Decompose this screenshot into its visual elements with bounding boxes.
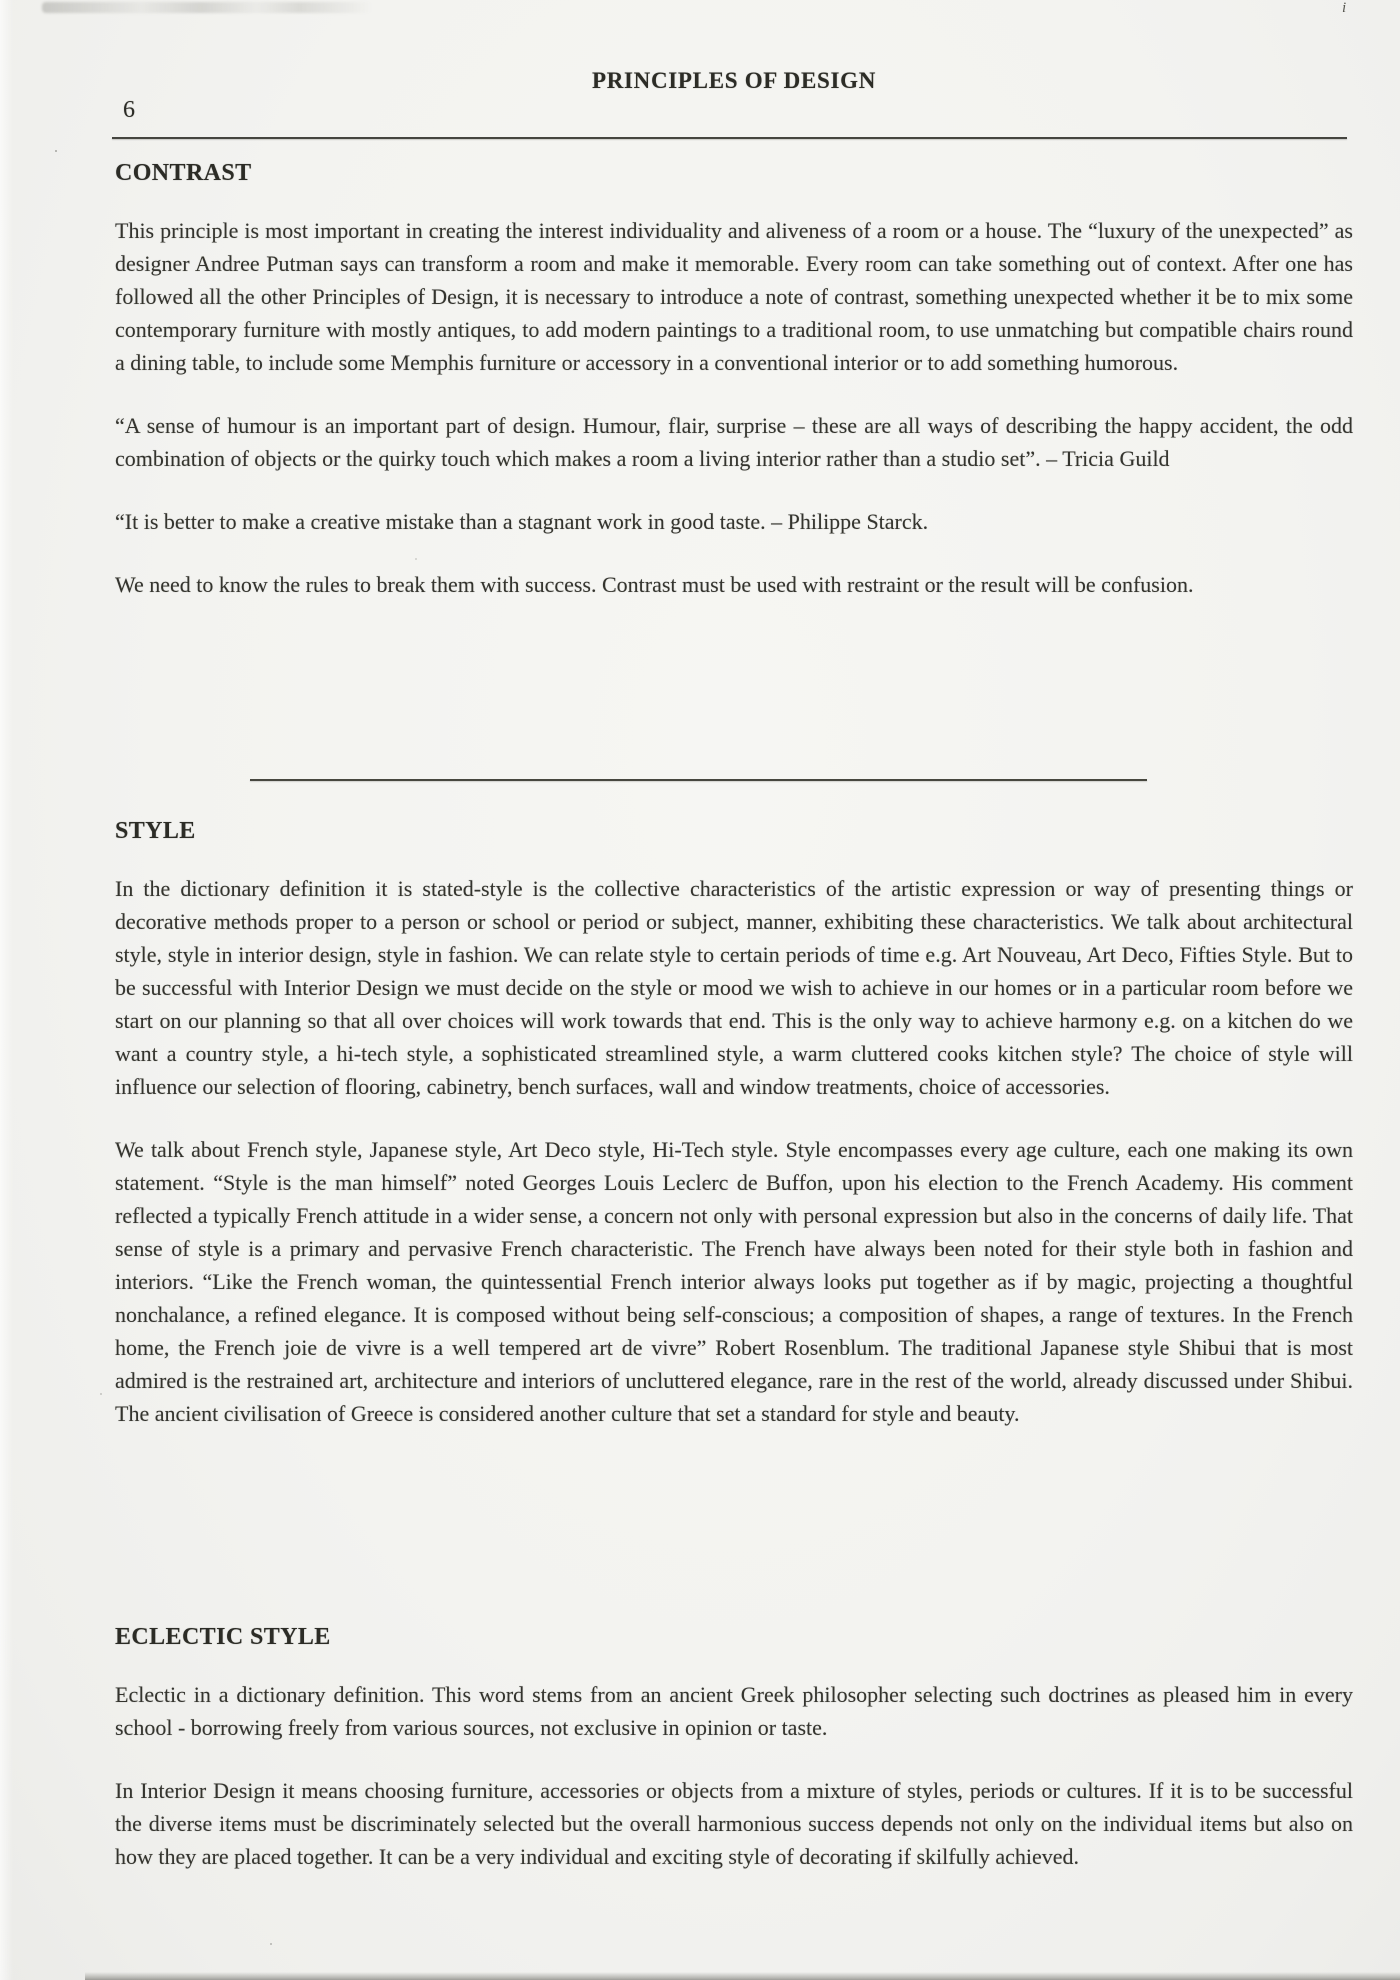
section-contrast bbox=[115, 158, 1353, 601]
scan-smudge bbox=[42, 2, 372, 13]
paragraph: In the dictionary definition it is stated-style is the collective characteristics of the artistic expression or way of presenting things or decorative methods proper to a person or school or period or subject, manner, exhibiting these characteristics. We talk about architectural style, style in interior design, style in fashion. We can relate style to certain periods of time e.g. Art Nouveau, Art Deco, Fifties Style. But to be successful with Interior Design we must decide on the style or mood we wish to achieve in our homes or in a particular room before we start on our planning so that all over choices will work towards that end. This is the only way to achieve harmony e.g. on a kitchen do we want a country style, a hi-tech style, a sophisticated streamlined style, a warm cluttered cooks kitchen style? The choice of style will influence our selection of flooring, cabinetry, bench surfaces, wall and window treatments, choice of accessories. bbox=[115, 876, 1353, 1099]
paragraph: This principle is most important in creating the interest individuality and aliveness of a room or a house. The “luxury of the unexpected” as designer Andree Putman says can transform a room and make it memorable. Every room can take something out of context. After one has followed all the other Principles of Design, it is necessary to introduce a note of contrast, something unexpected whether it be to mix some contemporary furniture with mostly antiques, to add modern paintings to a traditional room, to use unmatching but compatible chairs round a dining table, to include some Memphis furniture or accessory in a conventional interior or to add something humorous. bbox=[115, 218, 1353, 375]
scan-left-edge bbox=[0, 0, 13, 1980]
page-number: 6 bbox=[123, 97, 135, 123]
paragraph-quote-tricia-guild: “A sense of humour is an important part of design. Humour, flair, surprise – these are all ways of describing the happy accident, the odd combination of objects or the quirky touch which makes a room a living interior rather than a studio set”. – Tricia Guild bbox=[115, 413, 1353, 471]
scan-speckles bbox=[55, 150, 57, 152]
paragraph: We need to know the rules to break them with success. Contrast must be used with restraint or the result will be confusion. bbox=[115, 572, 1194, 597]
section-heading-contrast: CONTRAST bbox=[115, 160, 252, 186]
section-heading-eclectic-style: ECLECTIC STYLE bbox=[115, 1624, 331, 1650]
paragraph: In Interior Design it means choosing furniture, accessories or objects from a mixture of styles, periods or cultures. If it is to be successful the diverse items must be discriminately selected but the overall harmonious success depends not only on the individual items but also on how they are placed together. It can be a very individual and exciting style of decorating if skilfully achieved. bbox=[115, 1778, 1353, 1869]
header-rule bbox=[112, 137, 1347, 139]
paragraph: Eclectic in a dictionary definition. This word stems from an ancient Greek philosopher selecting such doctrines as pleased him in every school - borrowing freely from various sources, not exclusive in opinion or taste. bbox=[115, 1682, 1353, 1740]
paragraph-quote-philippe-starck: “It is better to make a creative mistake than a stagnant work in good taste. – Philippe Starck. bbox=[115, 509, 929, 534]
paragraph: We talk about French style, Japanese style, Art Deco style, Hi-Tech style. Style encompasses every age culture, each one making its own statement. “Style is the man himself” noted Georges Louis Leclerc de Buffon, upon his election to the French Academy. His comment reflected a typically French attitude in a wider sense, a concern not only with personal expression but also in the concerns of daily life. That sense of style is a primary and pervasive French characteristic. The French have always been noted for their style both in fashion and interiors. “Like the French woman, the quintessential French interior always looks put together as if by magic, projecting a thoughtful nonchalance, a refined elegance. It is composed without being self-conscious; a composition of shapes, a range of textures. In the French home, the French joie de vivre is a well tempered art de vivre” Robert Rosenblum. The traditional Japanese style Shibui that is most admired is the restrained art, architecture and interiors of uncluttered elegance, rare in the rest of the world, already discussed under Shibui. The ancient civilisation of Greece is considered another culture that set a standard for style and beauty. bbox=[115, 1137, 1353, 1426]
section-heading-style: STYLE bbox=[115, 818, 196, 844]
section-divider-rule bbox=[250, 779, 1147, 781]
page-title: PRINCIPLES OF DESIGN bbox=[591, 68, 877, 93]
section-style bbox=[115, 816, 1353, 1430]
section-eclectic-style bbox=[115, 1622, 1353, 1873]
scan-bottom-edge bbox=[85, 1972, 1400, 1980]
scan-corner-mark: i bbox=[1342, 0, 1347, 16]
